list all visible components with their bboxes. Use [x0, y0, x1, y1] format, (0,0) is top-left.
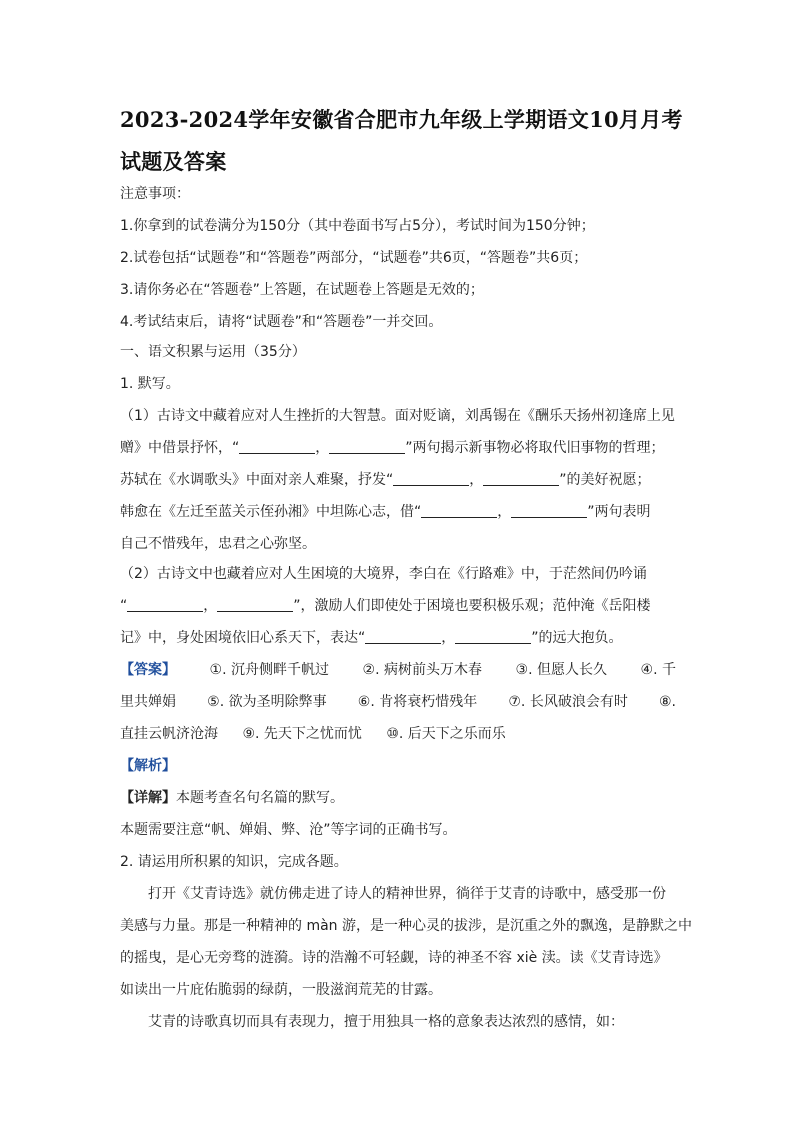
answer-item: ①. 沉舟侧畔千帆过: [209, 662, 329, 678]
answer-blank[interactable]: [421, 503, 497, 518]
answer-blank[interactable]: [455, 629, 531, 644]
question-2-title: 2. 请运用所积累的知识，完成各题。: [120, 854, 348, 870]
answer-item: ④. 千: [640, 662, 676, 678]
answer-blank[interactable]: [329, 439, 405, 454]
answer-item: ③. 但愿人长久: [515, 662, 607, 678]
answer-item: 直挂云帆济沧海: [120, 726, 218, 742]
answer-item: ②. 病树前头万木春: [362, 662, 482, 678]
q1-part2-line: “ ， ”，激励人们即使处于困境也要积极乐观；范仲淹《岳阳楼: [120, 598, 651, 614]
notice-item: 2.试卷包括“试题卷”和“答题卷”两部分，“试题卷”共6页，“答题卷”共6页；: [120, 250, 588, 266]
answer-blank[interactable]: [393, 471, 469, 486]
answer-item: ⑩. 后天下之乐而乐: [386, 726, 506, 742]
section-heading: 一、语文积累与运用（35分）: [120, 344, 306, 360]
passage-line: 打开《艾青诗选》就仿佛走进了诗人的精神世界，徜徉于艾青的诗歌中，感受那一份: [148, 886, 666, 902]
notice-item: 1.你拿到的试卷满分为150分（其中卷面书写占5分），考试时间为150分钟；: [120, 218, 595, 234]
answer-blank[interactable]: [365, 629, 441, 644]
answer-blank[interactable]: [483, 471, 559, 486]
answer-item: 里共婵娟: [120, 694, 176, 710]
q1-part2-line: 记》中，身处困境依旧心系天下，表达“ ， ”的远大抱负。: [120, 630, 623, 646]
detail-line: 【详解】本题考查名句名篇的默写。: [120, 790, 344, 806]
detail-note: 本题需要注意“帆、婵娟、弊、沧”等字词的正确书写。: [120, 822, 457, 838]
q1-part1-line: 赠》中借景抒怀，“ ， ”两句揭示新事物必将取代旧事物的哲理；: [120, 440, 665, 456]
analysis-label: 【解析】: [120, 758, 176, 774]
answer-label: 【答案】: [120, 662, 176, 678]
answer-row: [120, 692, 676, 712]
answer-blank[interactable]: [217, 597, 293, 612]
answer-item: ⑤. 欲为圣明除弊事: [207, 694, 327, 710]
document-title-line-2: 试题及答案: [120, 149, 227, 174]
passage-line: 的摇曳，是心无旁骛的涟漪。诗的浩瀚不可轻觑，诗的神圣不容 xiè 渎。读《艾青诗选》: [120, 950, 668, 966]
document-title-line-1: 2023-2024学年安徽省合肥市九年级上学期语文10月月考: [120, 107, 683, 132]
notice-heading: 注意事项：: [120, 186, 190, 202]
answer-row: [120, 724, 676, 744]
notice-item: 3.请你务必在“答题卷”上答题，在试题卷上答题是无效的；: [120, 282, 484, 298]
passage-line: 美感与力量。那是一种精神的 màn 游，是一种心灵的拔涉，是沉重之外的飘逸，是静默之中: [120, 918, 692, 934]
answer-item: ⑦. 长风破浪会有时: [508, 694, 628, 710]
answer-item: ⑨. 先天下之忧而忧: [242, 726, 362, 742]
q1-part1-line: （1）古诗文中藏着应对人生挫折的大智慧。面对贬谪，刘禹锡在《酬乐天扬州初逢席上见: [120, 408, 675, 424]
passage-line: 艾青的诗歌真切而具有表现力，擅于用独具一格的意象表达浓烈的感情，如：: [148, 1014, 624, 1030]
q1-part1-line: 苏轼在《水调歌头》中面对亲人难聚，抒发“ ， ”的美好祝愿；: [120, 472, 651, 488]
detail-label: 【详解】: [120, 790, 176, 806]
answer-blank[interactable]: [511, 503, 587, 518]
q1-part2-line: （2）古诗文中也藏着应对人生困境的大境界，李白在《行路难》中，于茫然间仍吟诵: [120, 566, 647, 582]
answer-blank[interactable]: [239, 439, 315, 454]
answer-item: ⑥. 肯将衰朽惜残年: [357, 694, 478, 710]
answer-blank[interactable]: [127, 597, 203, 612]
q1-part1-line: 韩愈在《左迁至蓝关示侄孙湘》中坦陈心志，借“ ， ”两句表明: [120, 504, 651, 520]
passage-line: 如读出一片庇佑脆弱的绿荫，一股滋润荒芜的甘露。: [120, 982, 442, 998]
notice-item: 4.考试结束后，请将“试题卷”和“答题卷”一并交回。: [120, 314, 443, 330]
answer-row: [120, 660, 676, 680]
answer-item: ⑧.: [658, 694, 676, 710]
q1-part1-line: 自己不惜残年，忠君之心弥坚。: [120, 536, 316, 552]
question-1-title: 1. 默写。: [120, 376, 180, 392]
